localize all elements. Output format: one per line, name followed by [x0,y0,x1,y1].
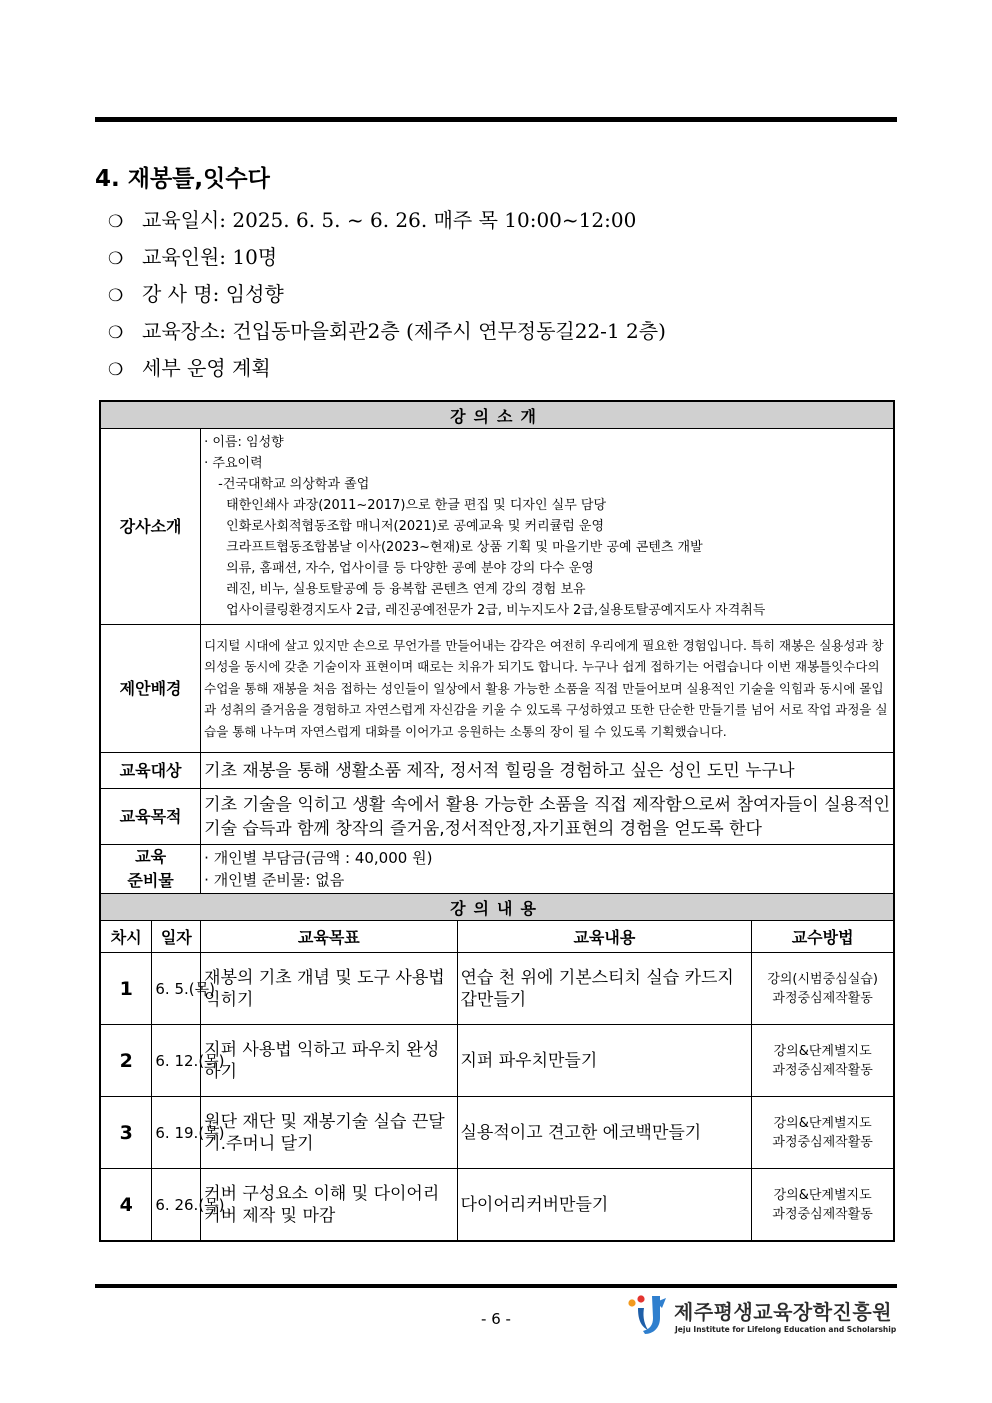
prep-text [201,845,894,894]
session-goal: 재봉의 기초 개념 및 도구 사용법 익히기 [201,953,457,1025]
overview-text: 교육장소: 건입동마을회관2층 (제주시 연무정동길22-1 2층) [142,319,666,343]
bottom-rule [95,1284,897,1288]
prep-line: · 개인별 부담금(금액 : 40,000 원) [204,849,433,867]
prep-label-line: 준비물 [127,871,174,890]
program-table [99,400,895,1242]
method-line: 강의&단계별지도 [773,1115,872,1131]
jeju-logo-icon [626,1294,670,1336]
overview-text: 강 사 명: 임성향 [142,282,284,306]
circle-bullet-icon: ❍ [108,212,124,232]
overview-item [108,205,666,242]
bio-line: 레진, 비누, 실용토탈공예 등 융복합 콘텐츠 연계 강의 경험 보유 [226,582,586,597]
bio-line: 태한인쇄사 과장(2011~2017)으로 한글 편집 및 디자인 실무 담당 [226,498,607,513]
bio-line: 인화로사회적협동조합 매니저(2021)로 공예교육 및 커리큘럼 운영 [226,519,604,534]
bio-line: 크라프트협동조합봄날 이사(2023~현재)로 상품 기획 및 마을기반 공예 콘텐츠 개발 [226,540,703,555]
circle-bullet-icon: ❍ [108,323,124,343]
overview-item [108,316,666,353]
session-goal: 원단 재단 및 재봉기술 실습 끈달기.주머니 달기 [201,1097,457,1169]
overview-text: 교육인원: 10명 [142,245,278,269]
objective-label: 교육목적 [100,789,201,845]
method-line: 과정중심제작활동 [772,990,873,1006]
column-header: 차시 [100,921,152,953]
bio-line: · 이름: 임성향 [204,435,284,450]
session-number: 4 [100,1169,152,1242]
prep-label-line: 교육 [135,847,167,866]
overview-list [108,205,666,390]
method-line: 과정중심제작활동 [772,1206,873,1222]
instructor-bio [201,429,894,625]
column-header: 교육목표 [201,921,457,953]
session-number: 1 [100,953,152,1025]
method-line: 강의(시범중심실습) [767,971,878,987]
session-content: 실용적이고 견고한 에코백만들기 [457,1097,752,1169]
table-row [100,1097,894,1169]
session-content: 연습 천 위에 기본스티치 실습 카드지갑만들기 [457,953,752,1025]
method-line: 강의&단계별지도 [773,1043,872,1059]
column-header: 일자 [152,921,201,953]
session-date: 6. 5.(목) [152,953,201,1025]
page-number: - 6 - [481,1310,511,1328]
top-rule [95,117,897,122]
org-name: 제주평생교육장학진흥원 [674,1300,893,1324]
target-label: 교육대상 [100,753,201,789]
section-title: 4. 재봉틀,잇수다 [95,166,270,192]
column-header: 교수방법 [752,921,894,953]
column-header: 교육내용 [457,921,752,953]
session-method [752,953,894,1025]
prep-label [100,845,201,894]
circle-bullet-icon: ❍ [108,360,124,380]
overview-item [108,353,666,390]
session-goal: 지퍼 사용법 익하고 파우치 완성하기 [201,1025,457,1097]
table-row [100,953,894,1025]
circle-bullet-icon: ❍ [108,249,124,269]
table-row [100,1025,894,1097]
table-row [100,1169,894,1242]
method-line: 과정중심제작활동 [772,1134,873,1150]
circle-bullet-icon: ❍ [108,286,124,306]
session-date: 6. 12.(목) [152,1025,201,1097]
overview-text: 세부 운영 계획 [142,356,271,380]
content-header: 강의내용 [100,894,894,921]
session-date: 6. 26.(목) [152,1169,201,1242]
prep-line: · 개인별 준비물: 없음 [204,871,345,889]
session-content: 지퍼 파우치만들기 [457,1025,752,1097]
bio-line: 업사이클링환경지도사 2급, 레진공예전문가 2급, 비누지도사 2급,실용토탈공예지도사 자격취득 [226,603,766,618]
intro-header: 강의소개 [100,401,894,429]
session-method [752,1097,894,1169]
target-text: 기초 재봉을 통해 생활소품 제작, 정서적 힐링을 경험하고 싶은 성인 도민 누구나 [201,753,894,789]
bio-line: -건국대학교 의상학과 졸업 [218,477,370,492]
session-method [752,1025,894,1097]
session-content: 다이어리커버만들기 [457,1169,752,1242]
session-date: 6. 19.(목) [152,1097,201,1169]
session-number: 2 [100,1025,152,1097]
instructor-label: 강사소개 [100,429,201,625]
background-label: 제안배경 [100,625,201,753]
overview-item [108,242,666,279]
session-goal: 커버 구성요소 이해 및 다이어리커버 제작 및 마감 [201,1169,457,1242]
overview-text: 교육일시: 2025. 6. 5. ~ 6. 26. 매주 목 10:00~12:00 [142,208,637,232]
session-number: 3 [100,1097,152,1169]
method-line: 강의&단계별지도 [773,1187,872,1203]
bio-line: · 주요이력 [204,456,263,471]
session-method [752,1169,894,1242]
background-text: 디지털 시대에 살고 있지만 손으로 무언가를 만들어내는 감각은 여전히 우리에게 필요한 경험입니다. 특히 재봉은 실용성과 창의성을 동시에 갖춘 기술이자 표현이며 때로는 치유가 되기도 합니다. 누구나 쉽게 접하기는 어렵습니다 이번 재봉틀잇수다의 수업을 통해 재봉을 처음 접하는 성인들이 일상에서 활용 가능한 소품을 직접 만들어보며 실용적인 기술을 익힘과 동시에 몰입과 성취의 즐거움을 경험하고 자연스럽게 자신감을 키울 수 있도록 구성하였고 또한 단순한 만들기를 넘어 서로 작업 과정을 실습을 통해 나누며 자연스럽게 대화를 이어가고 응원하는 소통의 장이 될 수 있도록 기획했습니다. [201,625,894,753]
method-line: 과정중심제작활동 [772,1062,873,1078]
bio-line: 의류, 홈패션, 자수, 업사이클 등 다양한 공예 분야 강의 다수 운영 [226,561,594,576]
objective-text: 기초 기술을 익히고 생활 속에서 활용 가능한 소품을 직접 제작함으로써 참여자들이 실용적인 기술 습득과 함께 창작의 즐거움,정서적안정,자기표현의 경험을 얻도록 한다 [201,789,894,845]
org-name-en: Jeju Institute for Lifelong Education and Scholarship [675,1325,897,1334]
org-logo [626,1294,896,1336]
overview-item [108,279,666,316]
